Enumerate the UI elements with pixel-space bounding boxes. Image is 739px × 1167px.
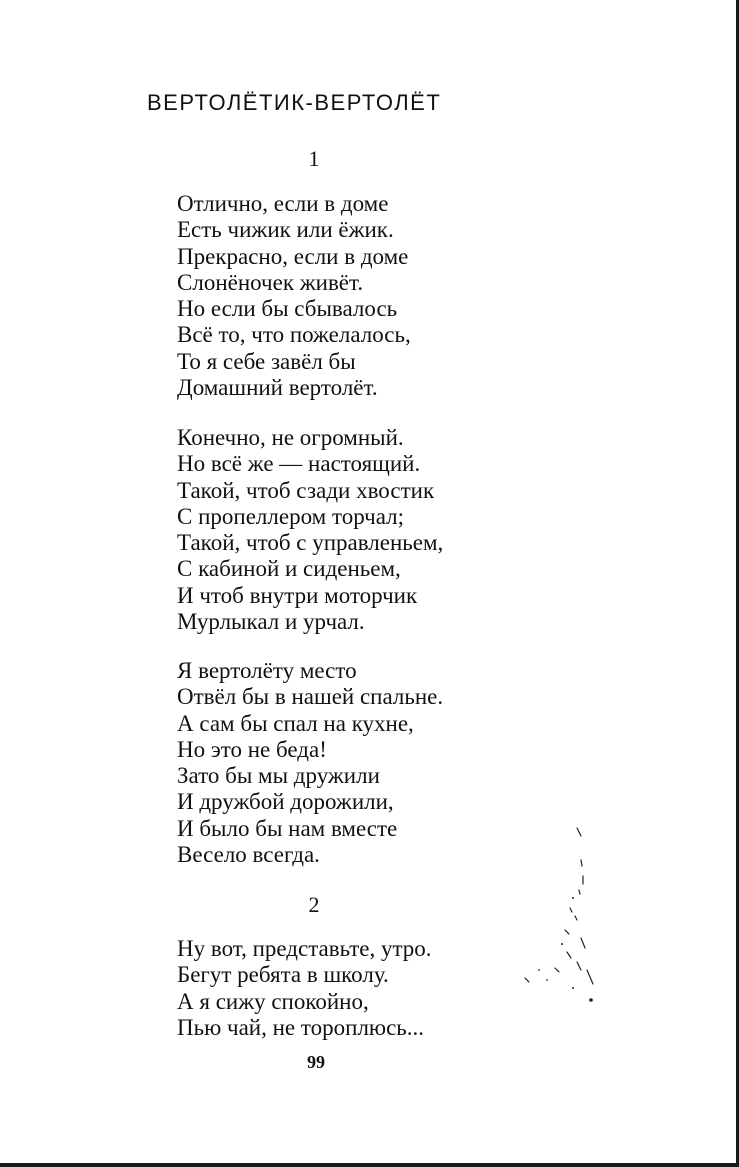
section-number-2: 2 [308,892,320,917]
stanza-3 [177,658,443,868]
poem-line: Домашний вертолёт. [177,375,378,401]
poem-line: И было бы нам вместе [177,815,398,841]
poem-title: ВЕРТОЛЁТИК-ВЕРТОЛЁТ [147,90,442,115]
poem-line: Есть чижик или ёжик. [177,217,394,243]
poem-line: Бегут ребята в школу. [177,962,389,988]
poem-line: Такой, чтоб сзади хвостик [177,477,435,503]
poem-line: А я сижу спокойно, [177,988,369,1014]
poem-line: С пропеллером торчал; [177,503,404,529]
poem-line: И дружбой дорожили, [177,789,394,815]
stanza-2 [177,425,443,635]
poem-line: Отлично, если в доме [177,191,389,216]
poem-line: Такой, чтоб с управленьем, [177,530,444,556]
pencil-scribble-marks [515,820,605,1010]
poem-line: Весело всегда. [177,842,320,868]
poem-line: Но всё же — настоящий. [177,451,421,477]
poem-line: С кабиной и сиденьем, [177,556,401,582]
page-number: 99 [307,1052,325,1072]
poem-line: И чтоб внутри моторчик [177,582,418,608]
poem-line: Зато бы мы дружили [177,763,380,789]
poem-line: Слонёночек живёт. [177,269,364,295]
section-number-1: 1 [308,146,320,171]
poem-line: Всё то, что пожелалось, [177,322,411,348]
poem-line: Но если бы сбывалось [177,296,398,322]
poem-line: А сам бы спал на кухне, [177,710,414,736]
poem-line: Мурлыкал и урчал. [177,609,365,635]
poem-line: Прекрасно, если в доме [177,243,409,269]
poem-line: Я вертолёту место [177,658,357,683]
stanza-4 [177,936,432,1041]
poem-line: Конечно, не огромный. [177,425,404,450]
poem-line: Отвёл бы в нашей спальне. [177,684,444,710]
poem-line: Пью чай, не тороплюсь... [177,1014,425,1040]
page-edge-bottom [0,1163,739,1167]
poem-line: То я себе завёл бы [177,348,356,374]
poem-line: Но это не беда! [177,736,327,762]
poem-line: Ну вот, представьте, утро. [177,936,432,961]
stanza-1 [177,191,411,401]
